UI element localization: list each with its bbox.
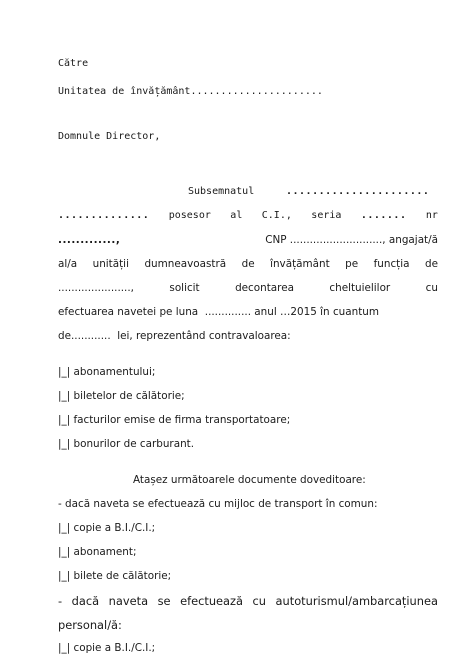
word: pe [345, 258, 359, 270]
function-blank: ......................, [58, 282, 134, 294]
subsemnatul-label: Subsemnatul [188, 186, 255, 197]
checkbox-option: |_| abonamentului; [58, 366, 156, 378]
word: se [157, 594, 171, 608]
recipient-label: Către [58, 58, 89, 69]
word: C.I., [261, 210, 292, 221]
checkbox-option: |_| biletelor de călătorie; [58, 390, 185, 402]
attachments-heading: Atașez următoarele documente doveditoare: [133, 474, 366, 486]
word: al/a [58, 258, 78, 270]
request-line [58, 282, 438, 294]
word: dumneavoastră [144, 258, 227, 270]
checkbox-option: |_| abonament; [58, 546, 137, 558]
word: nr [425, 210, 438, 221]
word: de [425, 258, 438, 270]
word: de [241, 258, 255, 270]
public-transport-condition: - dacă naveta se efectuează cu mijloc de transport în comun: [58, 498, 378, 510]
word: decontarea [235, 282, 294, 294]
month-line: efectuarea navetei pe luna .............. anul …2015 în cuantum [58, 306, 379, 318]
checkbox-option: |_| bilete de călătorie; [58, 570, 172, 582]
salutation: Domnule Director, [58, 131, 161, 142]
word: învățământ [270, 258, 330, 270]
word: funcția [373, 258, 410, 270]
unit-function-line [58, 258, 438, 270]
name-blank: ...................... [286, 186, 430, 197]
word: cheltuielilor [329, 282, 391, 294]
word: naveta [108, 594, 149, 608]
word: unității [92, 258, 129, 270]
amount-line: de............ lei, reprezentând contravaloarea: [58, 330, 291, 342]
word: cu [252, 594, 267, 608]
word: posesor [168, 210, 211, 221]
word: dacă [71, 594, 100, 608]
word: autoturismul/ambarcațiunea [275, 594, 438, 608]
name-blank-cont: .............. [58, 210, 150, 221]
word: solicit [169, 282, 200, 294]
word: al [230, 210, 243, 221]
series-blank: ....... [360, 210, 407, 221]
word: efectuează [180, 594, 243, 608]
word: seria [311, 210, 342, 221]
car-condition [58, 594, 438, 608]
id-line [58, 210, 438, 221]
car-condition-cont: personal/ă: [58, 618, 122, 632]
word: - [58, 594, 63, 608]
checkbox-option: |_| copie a B.I./C.I.; [58, 642, 156, 654]
cnp-text: CNP ............................, angajat/ă [265, 234, 438, 246]
word: cu [425, 282, 438, 294]
cnp-line [58, 234, 438, 246]
checkbox-option: |_| bonurilor de carburant. [58, 438, 195, 450]
number-blank: ............., [58, 234, 121, 246]
checkbox-option: |_| copie a B.I./C.I.; [58, 522, 156, 534]
unit-line: Unitatea de învățământ...................... [58, 86, 323, 97]
checkbox-option: |_| facturilor emise de firma transportatoare; [58, 414, 291, 426]
